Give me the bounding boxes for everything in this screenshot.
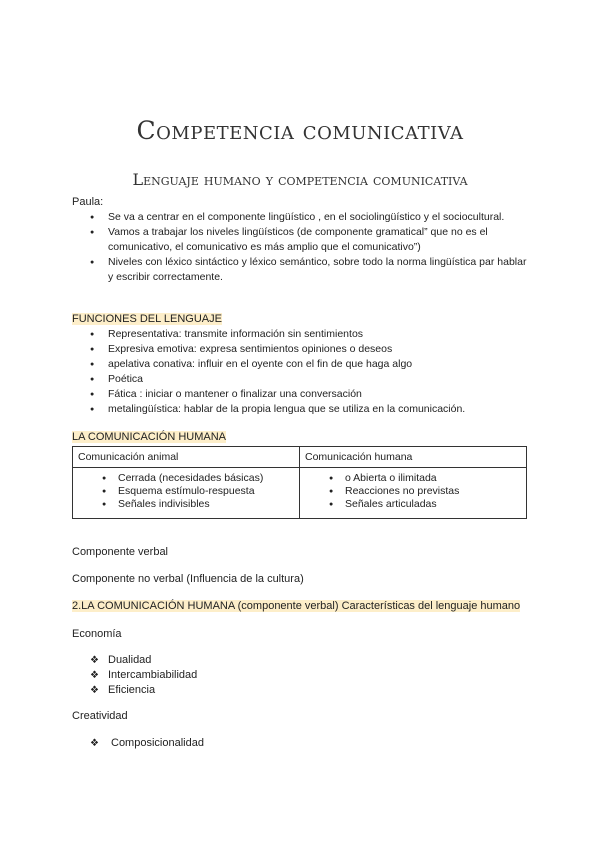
list-item: ● Niveles con léxico sintáctico y léxico semántico, sobre todo la norma lingüística par hablar y escribir correctamente.	[72, 255, 532, 285]
document-title: Competencia comunicativa	[136, 116, 464, 145]
comparison-table	[72, 446, 527, 519]
creatividad-label: Creatividad	[72, 710, 128, 722]
list-item: ● apelativa conativa: influir en el oyente con el fin de que haga algo	[72, 357, 532, 372]
list-item: ● Fática : iniciar o mantener o finalizar una conversación	[72, 387, 532, 402]
economia-label: Economía	[72, 628, 122, 640]
funciones-list	[72, 327, 532, 417]
author-label: Paula:	[72, 196, 104, 208]
componente-no-verbal: Componente no verbal (Influencia de la cultura)	[72, 573, 304, 585]
componente-verbal: Componente verbal	[72, 546, 169, 558]
list-item: ● Se va a centrar en el componente lingüístico , en el sociolingüístico y el sociocultural.	[72, 210, 532, 225]
list-item: ● Reacciones no previstas	[305, 485, 521, 498]
list-item: ❖ Dualidad	[72, 653, 197, 668]
list-item: ● Cerrada (necesidades básicas)	[78, 472, 294, 485]
list-item: ● Vamos a trabajar los niveles lingüísticos (de componente gramatical” que no es el comunicativo, el comunicativo es más amplio que el comunicativo”)	[72, 225, 532, 255]
section2-heading: 2.LA COMUNICACIÓN HUMANA (componente verbal) Características del lenguaje humano	[72, 600, 521, 612]
list-item: ● Expresiva emotiva: expresa sentimientos opiniones o deseos	[72, 342, 532, 357]
economia-list	[72, 653, 197, 698]
table-header-animal: Comunicación animal	[73, 447, 300, 468]
table-cell-animal	[73, 468, 300, 519]
list-item: ● Señales indivisibles	[78, 498, 294, 511]
document-subtitle: Lenguaje humano y competencia comunicativa	[132, 170, 468, 189]
list-item: ● metalingüística: hablar de la propia lengua que se utiliza en la comunicación.	[72, 402, 532, 417]
intro-list	[72, 210, 532, 285]
creatividad-list	[72, 736, 204, 751]
list-item: ❖ Composicionalidad	[72, 736, 204, 751]
comunicacion-heading: LA COMUNICACIÓN HUMANA	[72, 431, 227, 443]
funciones-heading: FUNCIONES DEL LENGUAJE	[72, 313, 222, 325]
list-item: ❖ Eficiencia	[72, 683, 197, 698]
list-item: ❖ Intercambiabilidad	[72, 668, 197, 683]
list-item: ● Poética	[72, 372, 532, 387]
list-item: ● o Abierta o ilimitada	[305, 472, 521, 485]
list-item: ● Representativa: transmite información sin sentimientos	[72, 327, 532, 342]
table-header-humana: Comunicación humana	[300, 447, 527, 468]
list-item: ● Esquema estímulo-respuesta	[78, 485, 294, 498]
table-cell-humana	[300, 468, 527, 519]
list-item: ● Señales articuladas	[305, 498, 521, 511]
